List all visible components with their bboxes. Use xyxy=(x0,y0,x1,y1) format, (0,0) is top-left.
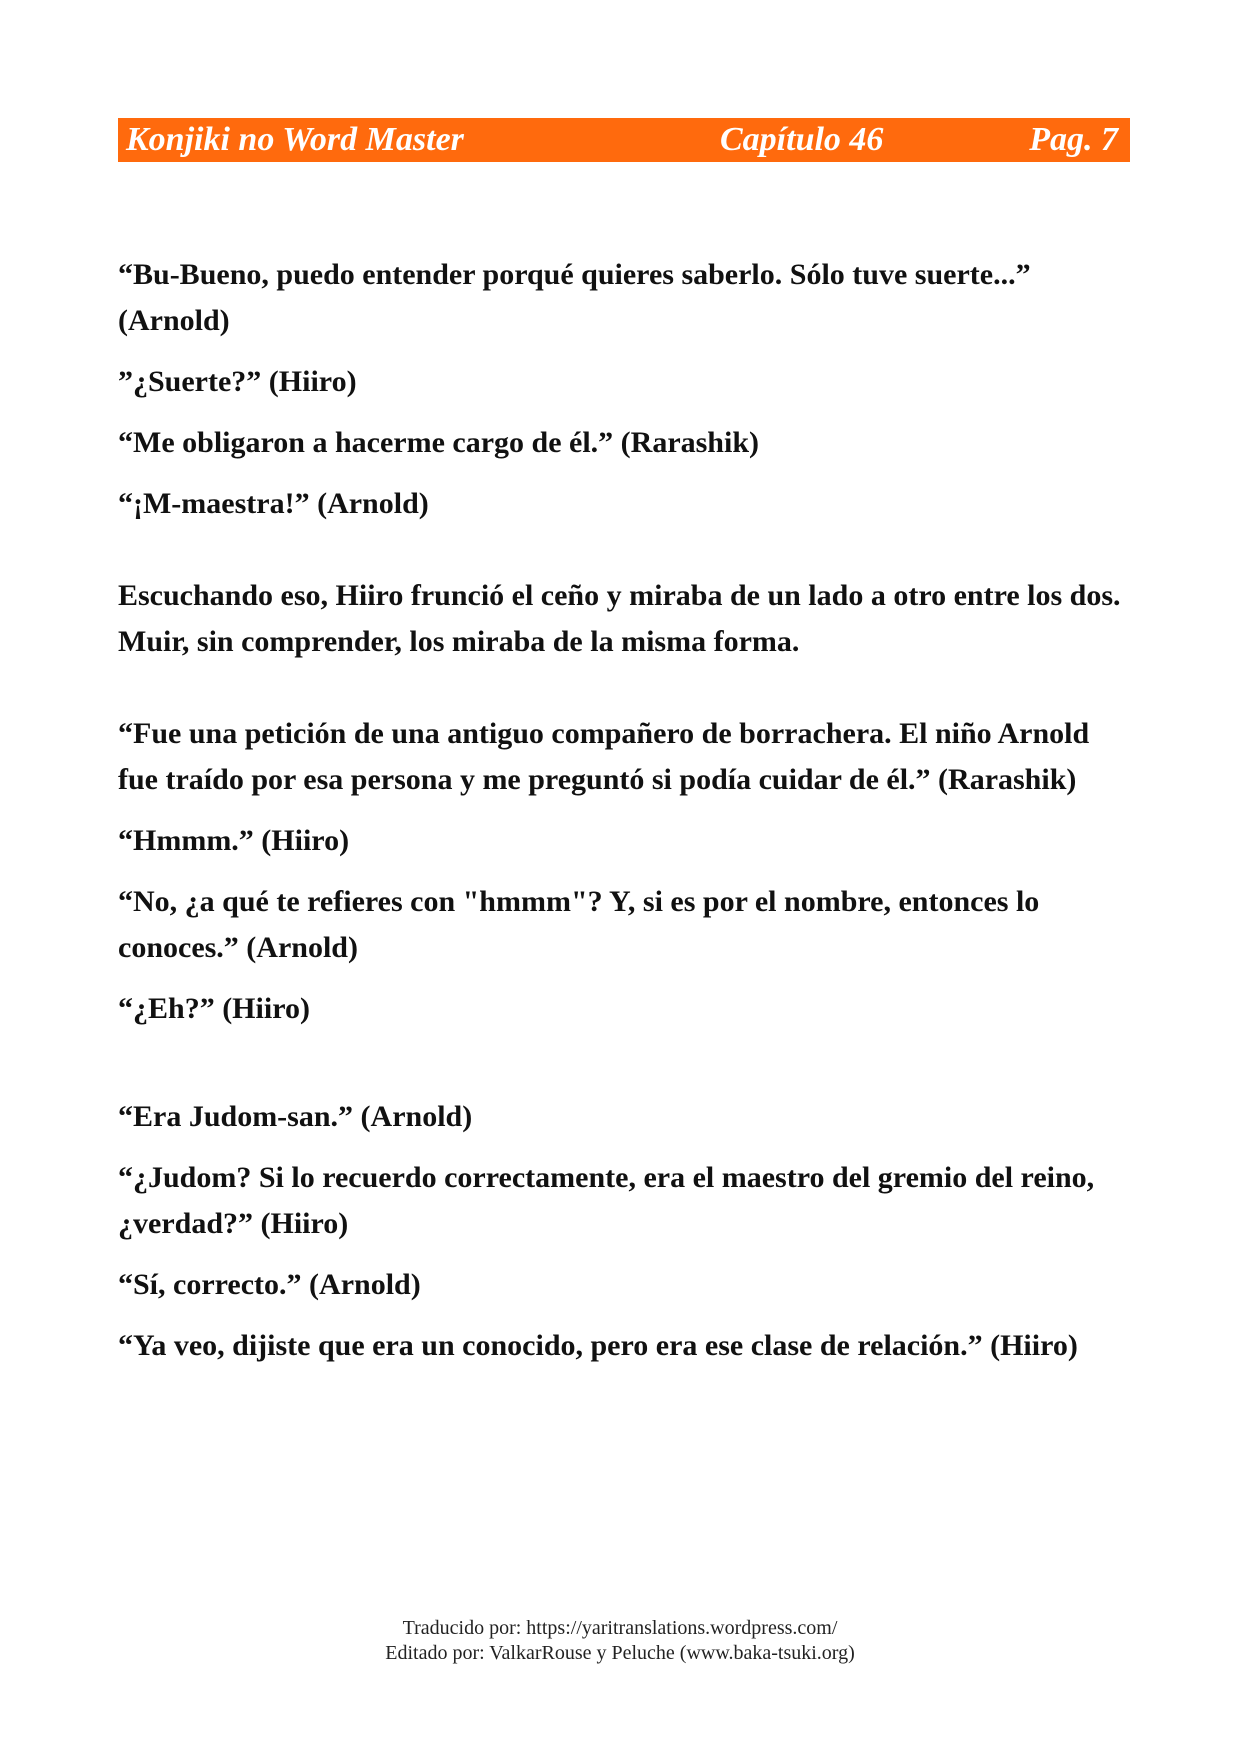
dialogue-line: “Ya veo, dijiste que era un conocido, pero era ese clase de relación.” (Hiiro) xyxy=(118,1329,1078,1362)
page-number: Pag. 7 xyxy=(1029,121,1118,158)
editor-credit: Editado por: ValkarRouse y Peluche (www.baka-tsuki.org) xyxy=(385,1642,855,1664)
page-header xyxy=(118,118,1130,162)
book-title: Konjiki no Word Master xyxy=(126,121,464,158)
page-footer xyxy=(0,1616,1240,1666)
dialogue-line: “¿Eh?” (Hiiro) xyxy=(118,992,310,1025)
translator-credit: Traducido por: https://yaritranslations.wordpress.com/ xyxy=(402,1617,838,1639)
dialogue-line: ”¿Suerte?” (Hiiro) xyxy=(118,365,357,398)
dialogue-line: “Me obligaron a hacerme cargo de él.” (Rarashik) xyxy=(118,426,760,459)
dialogue-line: “Era Judom-san.” (Arnold) xyxy=(118,1100,473,1133)
chapter-label: Capítulo 46 xyxy=(720,121,884,158)
narration-paragraph: Escuchando eso, Hiiro frunció el ceño y miraba de un lado a otro entre los dos. Muir, sin comprender, los miraba de la misma forma. xyxy=(118,579,1121,658)
dialogue-line: “¡M-maestra!” (Arnold) xyxy=(118,487,429,520)
dialogue-line: “Fue una petición de una antiguo compañero de borrachera. El niño Arnold fue traído por esa persona y me preguntó si podía cuidar de él.” (Rarashik) xyxy=(118,717,1090,796)
page-body xyxy=(118,252,1130,1384)
dialogue-line: “No, ¿a qué te refieres con "hmmm"? Y, si es por el nombre, entonces lo conoces.” (Arnold) xyxy=(118,885,1040,964)
dialogue-line: “Bu-Bueno, puedo entender porqué quieres saberlo. Sólo tuve suerte...” (Arnold) xyxy=(118,258,1031,337)
dialogue-line: “Sí, correcto.” (Arnold) xyxy=(118,1268,421,1301)
dialogue-line: “¿Judom? Si lo recuerdo correctamente, era el maestro del gremio del reino, ¿verdad?” (Hiiro) xyxy=(118,1161,1095,1240)
dialogue-line: “Hmmm.” (Hiiro) xyxy=(118,824,350,857)
